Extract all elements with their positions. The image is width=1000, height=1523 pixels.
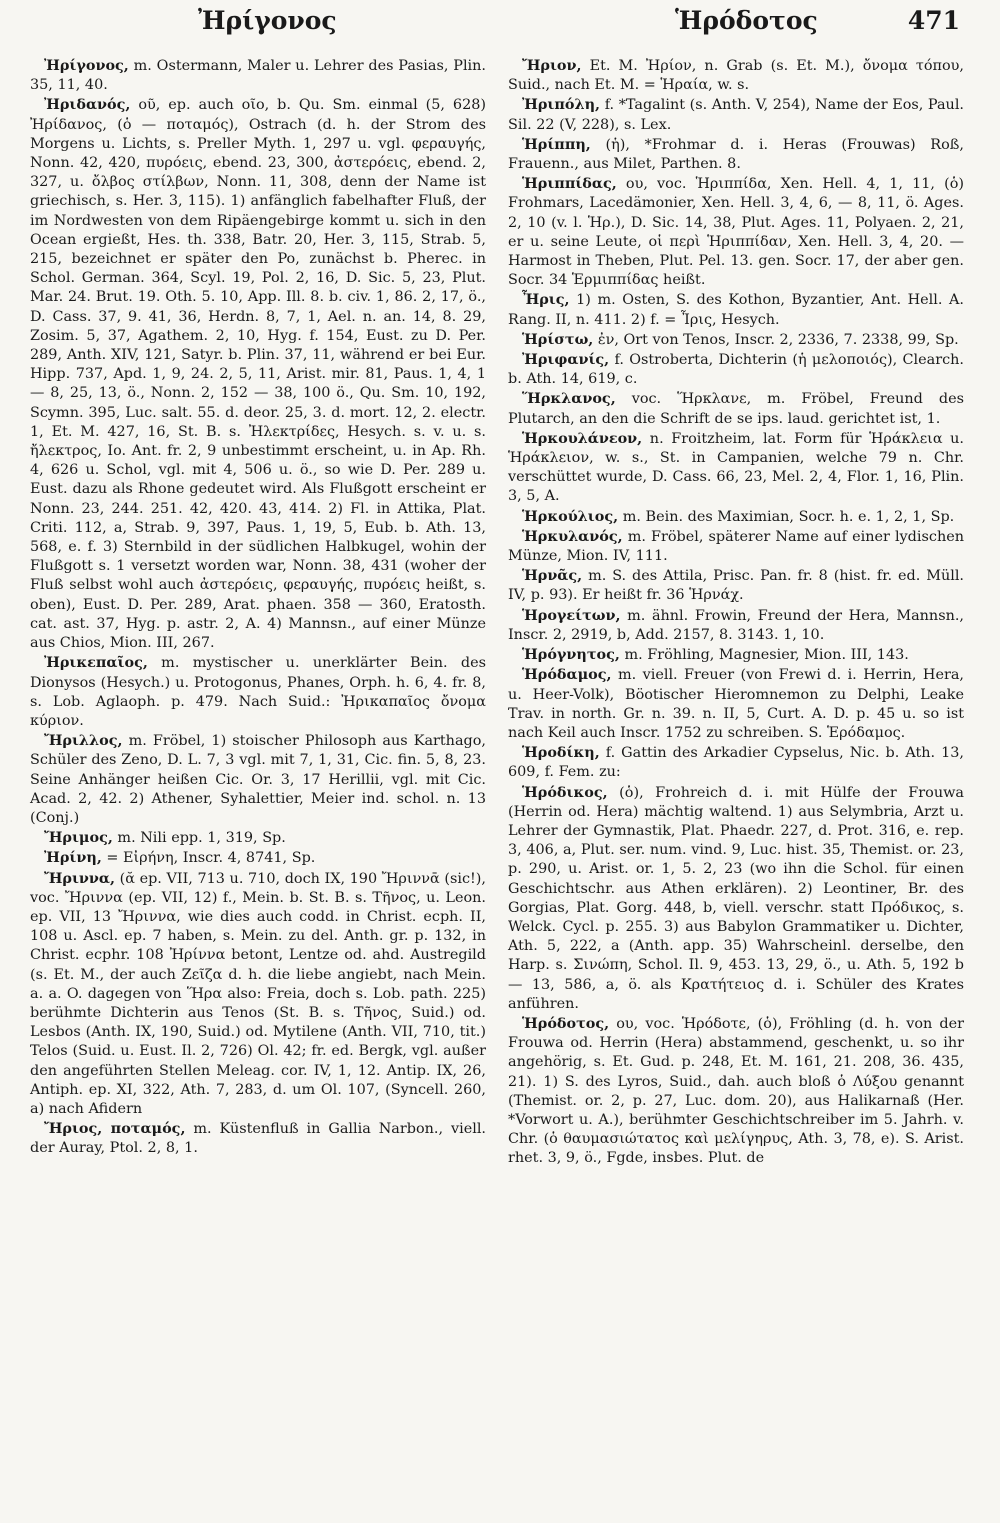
dictionary-entry bbox=[508, 783, 964, 1014]
entry-text: m. Nili epp. 1, 319, Sp. bbox=[117, 830, 286, 847]
entry-headword: Ἠριπόλη, bbox=[522, 96, 601, 114]
entry-headword: Ἠριδανός, bbox=[44, 96, 131, 114]
dictionary-entry bbox=[508, 135, 964, 174]
entry-text: m. Küstenfluß in Gallia Narbon., viell. der Auray, Ptol. 2, 8, 1. bbox=[30, 1121, 487, 1157]
entry-headword: Ἤριμος, bbox=[44, 829, 113, 847]
dictionary-entry bbox=[508, 429, 964, 507]
entry-headword: Ἡρκούλιος, bbox=[522, 507, 619, 525]
entry-headword: Ἠριφανίς, bbox=[522, 351, 610, 369]
entry-headword: Ἤριον, bbox=[522, 57, 582, 74]
entry-headword: Ἤριλλος, bbox=[44, 732, 123, 750]
dictionary-entry bbox=[30, 848, 486, 868]
dictionary-entry bbox=[508, 606, 964, 645]
dictionary-entry bbox=[30, 828, 486, 848]
entry-headword: Ἡρόδαμος, bbox=[522, 666, 612, 684]
dictionary-entry bbox=[508, 743, 964, 782]
entry-headword: Ἡρίστω, bbox=[522, 330, 594, 348]
entry-text: f. *Tagalint (s. Anth. V, 254), Name der Eos, Paul. Sil. 22 (V, 228), s. Lex. bbox=[508, 97, 964, 133]
entry-text: 1) m. Osten, S. des Kothon, Byzantier, Ant. Hell. A. Rang. II, n. 411. 2) f. = Ἶρις, Hesych. bbox=[508, 292, 965, 328]
entry-text: m. Fröhling, Magnesier, Mion. III, 143. bbox=[624, 647, 909, 664]
entry-text: ἐν, Ort von Tenos, Inscr. 2, 2336, 7. 2338, 99, Sp. bbox=[597, 331, 959, 348]
entry-text: m. Fröbel, späterer Name auf einer lydischen Münze, Mion. IV, 111. bbox=[508, 528, 964, 565]
entry-headword: Ἡροδίκη, bbox=[522, 744, 600, 762]
entry-headword: Ἤριος, ποταμός, bbox=[44, 1120, 186, 1138]
entry-headword: Ἡριππίδας, bbox=[522, 175, 617, 193]
dictionary-entry bbox=[30, 869, 486, 1120]
dictionary-entry bbox=[508, 566, 964, 605]
left-column bbox=[30, 56, 486, 1159]
entry-headword: Ἠρίνη, bbox=[44, 849, 102, 867]
entry-headword: Ἡρόγνητος, bbox=[522, 646, 620, 664]
right-column bbox=[508, 56, 964, 1169]
dictionary-entry bbox=[30, 731, 486, 828]
entry-headword: Ἡρνᾶς, bbox=[522, 567, 583, 585]
dictionary-entry bbox=[508, 56, 964, 95]
running-head-right: Ἡρόδοτος bbox=[675, 6, 818, 35]
entry-text: m. Bein. des Maximian, Socr. h. e. 1, 2, 1, Sp. bbox=[622, 508, 955, 525]
running-head-left: Ἠρίγονος bbox=[198, 6, 337, 35]
dictionary-entry bbox=[508, 389, 964, 428]
entry-text: n. Froitzheim, lat. Form für Ἡράκλεια u. Ἡράκλειον, w. s., St. in Campanien, welche 79 n. Chr. verschüttet wurde, D. Cass. 66, 23, Mel. 2, 4, Flor. 1, 16, Plin. 3, 5, A. bbox=[508, 430, 964, 505]
entry-headword: Ἤριννα, bbox=[44, 869, 115, 887]
entry-text: m. viell. Freuer (von Frewi d. i. Herrin, Hera, u. Heer-Volk), Böotischer Hieromnemon zu Delphi, Leake Trav. in north. Gr. n. 39. n. II, 5, Curt. A. D. p. 45 u. so ist nach Keil auch Inscr. 1752 zu schreiben. S. Ἑρόδαμος. bbox=[508, 667, 964, 741]
dictionary-entry bbox=[508, 350, 964, 389]
entry-headword: Ἠρίγονος, bbox=[44, 57, 129, 74]
entry-text: f. Ostroberta, Dichterin (ἡ μελοποιός), Clearch. b. Ath. 14, 619, c. bbox=[508, 352, 964, 388]
dictionary-entry bbox=[508, 290, 964, 329]
entry-text: ου, voc. Ἡριππίδα, Xen. Hell. 4, 1, 11, (ὁ) Frohmars, Lacedämonier, Xen. Hell. 3, 4, 6, — 8, 11, ö. Ages. 2, 10 (v. l. Ἡρ.), D. Sic. 14, 38, Plut. Ages. 11, Polyaen. 2, 21, er u. seine Leute, οἱ περὶ Ἡριππίδαν, Xen. Hell. 3, 4, 20. — Harmost in Theben, Plut. Pel. 13. gen. Socr. 17, der aber gen. Socr. 34 Ἑρμιππίδας heißt. bbox=[508, 176, 964, 289]
dictionary-entry bbox=[508, 527, 964, 566]
entry-text: (ἡ), *Frohmar d. i. Heras (Frouwas) Roß, Frauenn., aus Milet, Parthen. 8. bbox=[508, 136, 964, 173]
entry-headword: Ἡρογείτων, bbox=[522, 606, 621, 624]
entry-text: f. Gattin des Arkadier Cypselus, Nic. b. Ath. 13, 609, f. Fem. zu: bbox=[508, 745, 964, 781]
entry-text: οῦ, ep. auch οῖο, b. Qu. Sm. einmal (5, 628) Ἠρίδανος, (ὁ — ποταμός), Ostrach (d. h. der Strom des Morgens u. Lichts, s. Preller Myth. 1, 297 u. vgl. φεραυγής, Nonn. 42, 420, πυρόεις, ebend. 23, 300, ἀστερόεις, ebend. 2, 327, u. ὄλβος στίλβων, Nonn. 11, 308, denn der Name ist griechisch, s. Her. 3, 115). 1) anfänglich fabelhafter Fluß, der im Nordwesten von dem Ripäengebirge kommt u. sich in den Ocean ergießt, Hes. th. 338, Batr. 20, Her. 3, 115, Strab. 5, 215, bezeichnet er später den Po, zunächst b. Pherec. in Schol. German. 364, Scyl. 19, Pol. 2, 16, D. Sic. 5, 23, Plut. Mar. 24. Brut. 19. Oth. 5. 10, App. Ill. 8. b. civ. 1, 86. 2, 17, ö., D. Cass. 37, 9. 41, 36, Herdn. 8, 7, 1, Ael. n. an. 14, 8. 29, Zosim. 5, 37, Agathem. 2, 10, Hyg. f. 154, Eust. zu D. Per. 289, Anth. XIV, 121, Satyr. b. Plin. 37, 11, während er bei Eur. Hipp. 737, Apd. 1, 9, 24. 2, 5, 11, Arist. mir. 81, Paus. 1, 4, 1 — 8, 25, 13, ö., Nonn. 2, 152 — 38, 100 ö., Qu. Sm. 10, 192, Scymn. 395, Luc. salt. 55. d. deor. 25, 3. d. mort. 12, 2. electr. 1, Et. M. 427, 16, St. B. s. Ἠλεκτρίδες, Hesych. s. v. u. s. ἤλεκτρος, Io. Ant. fr. 2, 9 unbestimmt erscheint, u. in Ap. Rh. 4, 626 u. Schol, vgl. mit 4, 506 u. ö., so wie D. Per. 289 u. Eust. dazu als Rhone gedeutet wird. Als Flußgott erscheint er Nonn. 23, 244. 251. 42, 420. 43, 414. 2) Fl. in Attika, Plat. Criti. 112, a, Strab. 9, 397, Paus. 1, 19, 5, Eub. b. Ath. 13, 568, e. f. 3) Sternbild in der südlichen Halbkugel, wohin der Flußgott s. 1 versetzt worden war, Nonn. 38, 431 (woher der Fluß selbst wohl auch ἀστερόεις, φεραυγής, πυρόεις heißt, s. oben), Eust. D. Per. 289, Arat. phaen. 358 — 360, Eratosth. cat. ast. 37, Hyg. p. astr. 2, A. 4) Mannsn., auf einer Münze aus Chios, Mion. III, 267. bbox=[30, 97, 487, 652]
entry-headword: Ἡρκουλάνεον, bbox=[522, 429, 643, 447]
dictionary-entry bbox=[30, 653, 486, 731]
entry-text: (ᾰ ep. VII, 713 u. 710, doch IX, 190 Ἤριννᾱ (sic!), voc. Ἤριννα (ep. VII, 12) f., Mein. b. St. B. s. Τῆνος, u. Leon. ep. VII, 13 Ἤριννα, wie dies auch codd. in Christ. ecph. II, 108 u. Ascl. ep. 7 haben, s. Mein. zu del. Anth. gr. p. 132, in Christ. ecphr. 108 Ἠρίννα betont, Lentze od. ahd. Austregild (s. Et. M., der auch Ζεῖζα d. h. die liebe angiebt, nach Mein. a. a. O. dagegen von Ἥρα also: Freia, doch s. Lob. path. 225) berühmte Dichterin aus Tenos (St. B. s. Τῆνος, Suid.) od. Lesbos (Anth. IX, 190, Suid.) od. Mytilene (Anth. VII, 710, tit.) Telos (Suid. u. Eust. Il. 2, 726) Ol. 42; fr. ed. Bergk, vgl. außer den angeführten Stellen Meleag. cor. IV, 1, 12. Antip. IX, 26, Antiph. ep. XI, 322, Ath. 7, 283, d. um Ol. 107, (Syncell. 260, a) nach Afidern bbox=[30, 870, 486, 1117]
dictionary-entry bbox=[508, 174, 964, 290]
entry-headword: Ἡρόδικος, bbox=[522, 783, 608, 801]
entry-text: = Εἰρήνη, Inscr. 4, 8741, Sp. bbox=[106, 850, 316, 867]
dictionary-entry bbox=[508, 665, 964, 743]
entry-text: m. Fröbel, 1) stoischer Philosoph aus Karthago, Schüler des Zeno, D. L. 7, 3 vgl. mit 7, 1, 31, Cic. fin. 5, 8, 23. Seine Anhänger heißen Cic. Or. 3, 17 Herillii, vgl. mit Cic. Acad. 2, 42. 2) Athener, Syhalettier, Meier ind. schol. n. 13 (Conj.) bbox=[30, 733, 486, 826]
dictionary-entry bbox=[508, 507, 964, 527]
entry-text: voc. Ἥρκλανε, m. Fröbel, Freund des Plutarch, an den die Schrift de se ips. laud. gerichtet ist, 1. bbox=[508, 391, 964, 427]
entry-text: m. Ostermann, Maler u. Lehrer des Pasias, Plin. 35, 11, 40. bbox=[30, 58, 486, 94]
dictionary-entry bbox=[508, 645, 964, 665]
entry-text: m. S. des Attila, Prisc. Pan. fr. 8 (hist. fr. ed. Müll. IV, p. 93). Er heißt fr. 36 Ἡρνάχ. bbox=[508, 568, 964, 604]
dictionary-entry bbox=[508, 95, 964, 134]
dictionary-entry bbox=[30, 56, 486, 95]
entry-headword: Ἡρόδοτος, bbox=[522, 1014, 610, 1032]
dictionary-entry bbox=[508, 330, 964, 350]
dictionary-entry bbox=[30, 1119, 486, 1158]
entry-text: (ὁ), Frohreich d. i. mit Hülfe der Frouwa (Herrin od. Hera) mächtig waltend. 1) aus Selymbria, Arzt u. Lehrer der Gymnastik, Plat. Phaedr. 227, d. Prot. 316, e. rep. 3, 406, a, Plut. ser. num. vind. 9, Luc. hist. 35, Themist. or. 23, p. 290, u. Arist. or. 1, 5. 2, 23 (wo ihn die Schol. für einen Geschichtschr. aus Athen erklären). 2) Leontiner, Br. des Gorgias, Plat. Gorg. 448, b, viell. verschr. statt Πρόδικος, s. Welck. Cycl. p. 255. 3) aus Babylon Grammatiker u. Dichter, Ath. 5, 222, a (Anth. app. 35) Wahrscheinl. derselbe, den Harp. s. Σινώπη, Schol. Il. 9, 453. 13, 29, ö., u. Ath. 5, 192 b — 13, 586, a, ö. als Κρατήτειος d. i. Schüler des Krates anführen. bbox=[508, 784, 964, 1012]
dictionary-entry bbox=[508, 1014, 964, 1169]
dictionary-entry bbox=[30, 95, 486, 653]
entry-headword: Ἦρις, bbox=[522, 291, 570, 309]
entry-headword: Ἠρικεπαῖος, bbox=[44, 654, 148, 672]
entry-headword: Ἥρκλανος, bbox=[522, 390, 616, 408]
entry-text: Et. M. Ἠρίον, n. Grab (s. Et. M.), ὄνομα τόπου, Suid., nach Et. M. = Ἡραία, w. s. bbox=[508, 58, 965, 94]
entry-text: ου, voc. Ἡρόδοτε, (ὁ), Fröhling (d. h. von der Frouwa od. Herrin (Hera) abstammend, geschenkt, u. so ihr angehörig, s. Et. Gud. p. 248, Et. M. 161, 21. 208, 36. 435, 21). 1) S. des Lyros, Suid., dah. auch bloß ὁ Λύξου genannt (Themist. or. 2, p. 27, Luc. dom. 20), aus Halikarnaß (Her. *Vorwort u. A.), berühmter Geschichtschreiber im 5. Jahrh. v. Chr. (ὁ θαυμασιώτατος καὶ μελίγηρυς, Ath. 3, 78, e). S. Arist. rhet. 3, 9, ö., Fgde, insbes. Plut. de bbox=[508, 1015, 964, 1167]
entry-headword: Ἡρκυλανός, bbox=[522, 527, 623, 545]
entry-text: m. mystischer u. unerklärter Bein. des Dionysos (Hesych.) u. Protogonus, Phanes, Orph. h. 6, 4. fr. 8, s. Lob. Aglaoph. p. 479. Nach Suid.: Ἠρικαπαῖος ὄνομα κύριον. bbox=[30, 655, 487, 729]
page-number: 471 bbox=[907, 6, 960, 35]
entry-text: m. ähnl. Frowin, Freund der Hera, Mannsn., Inscr. 2, 2919, b, Add. 2157, 8. 3143. 1, 10. bbox=[508, 607, 964, 643]
entry-headword: Ἡρίππη, bbox=[522, 135, 591, 153]
